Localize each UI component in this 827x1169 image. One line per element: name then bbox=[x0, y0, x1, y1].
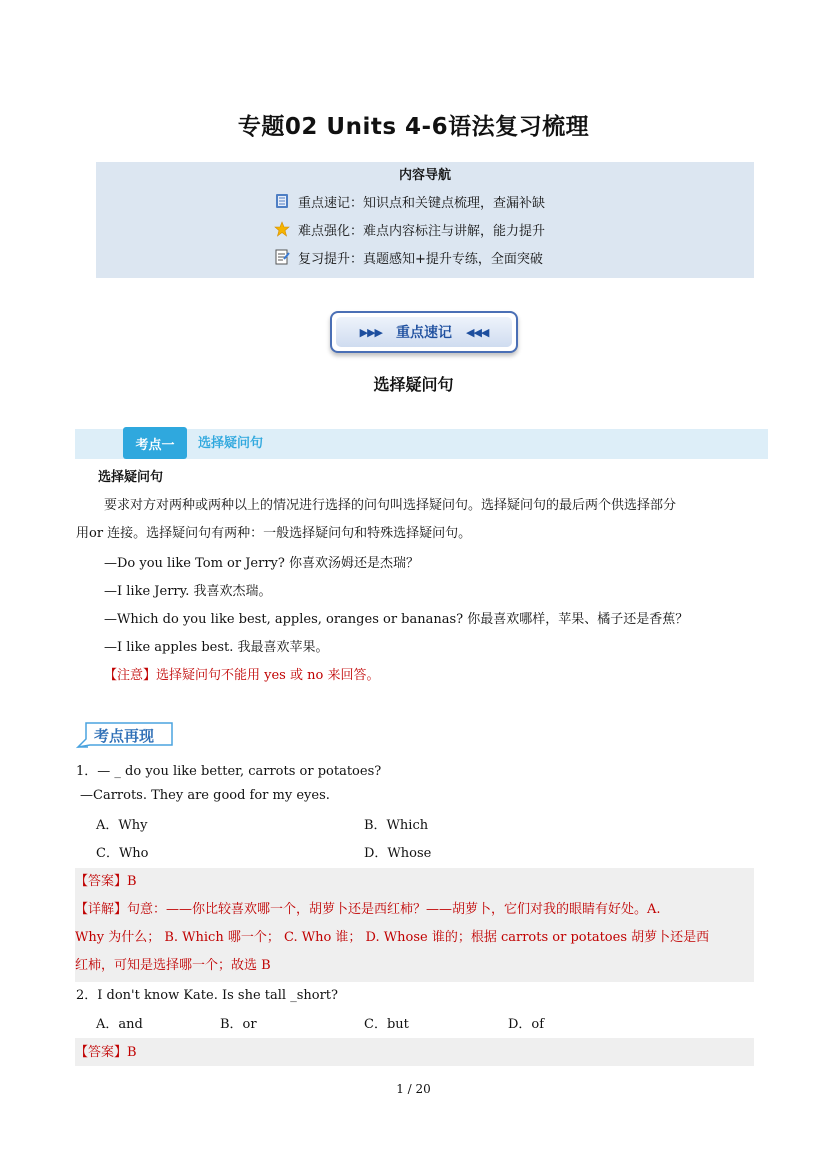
nav-item-difficulties bbox=[274, 218, 545, 240]
example-sentence: —I like apples best. 我最喜欢苹果。 bbox=[104, 640, 329, 655]
example-sentence: —Which do you like best, apples, oranges or bananas? 你最喜欢哪样，苹果、橘子还是香蕉？ bbox=[104, 612, 689, 627]
question-2-stem: 2．I don't know Kate. Is she tall _short? bbox=[76, 988, 338, 1003]
nav-item-text: 难点强化：难点内容标注与讲解，能力提升 bbox=[298, 223, 546, 239]
question-1-option-b: B．Which bbox=[364, 818, 429, 833]
question-1-detail-line: 红柿，可知是选择哪一个；故选 B bbox=[75, 958, 271, 973]
body-paragraph-line-1: 要求对方对两种或两种以上的情况进行选择的问句叫选择疑问句。选择疑问句的最后两个供选择部分 bbox=[104, 498, 677, 513]
question-1-stem: 1．— _ do you like better, carrots or potatoes? bbox=[76, 764, 382, 779]
body-heading: 选择疑问句 bbox=[98, 470, 164, 485]
nav-heading: 内容导航 bbox=[398, 168, 451, 183]
document-icon bbox=[274, 249, 290, 265]
question-1-option-c: C．Who bbox=[96, 846, 149, 861]
question-1-option-a: A．Why bbox=[96, 818, 148, 833]
question-2-option-a: A．and bbox=[96, 1017, 143, 1032]
question-1-detail-line: Why 为什么； B. Which 哪一个； C. Who 谁； D. Whose 谁的；根据 carrots or potatoes 胡萝卜还是西 bbox=[75, 930, 710, 945]
notebook-icon bbox=[274, 193, 290, 209]
kaodian-label: 选择疑问句 bbox=[198, 436, 264, 451]
note-text: 【注意】选择疑问句不能用 yes 或 no 来回答。 bbox=[104, 668, 380, 683]
nav-item-text: 重点速记：知识点和关键点梳理，查漏补缺 bbox=[298, 195, 546, 211]
page-number: 1 / 20 bbox=[396, 1082, 431, 1096]
star-icon bbox=[274, 221, 290, 237]
example-sentence: —I like Jerry. 我喜欢杰瑞。 bbox=[104, 584, 272, 599]
content-navigation-box bbox=[96, 162, 754, 278]
example-sentence: —Do you like Tom or Jerry? 你喜欢汤姆还是杰瑞？ bbox=[104, 556, 419, 571]
nav-item-key-points bbox=[274, 190, 545, 212]
document-title: 专题02 Units 4-6语法复习梳理 bbox=[237, 114, 590, 140]
section-title: 选择疑问句 bbox=[373, 375, 454, 394]
reappear-text: 考点再现 bbox=[94, 727, 155, 745]
question-2-answer: 【答案】B bbox=[75, 1045, 137, 1060]
badge-label: 重点速记 bbox=[396, 325, 452, 341]
question-1-reply: —Carrots. They are good for my eyes. bbox=[80, 788, 330, 803]
kaodian-tag: 考点一 bbox=[123, 427, 187, 459]
question-1-answer-box bbox=[75, 868, 754, 982]
nav-item-text: 复习提升：真题感知+提升专练，全面突破 bbox=[298, 251, 543, 267]
question-1-option-d: D．Whose bbox=[364, 846, 432, 861]
question-1-answer: 【答案】B bbox=[75, 874, 137, 889]
left-arrows-icon: ◀◀◀ bbox=[466, 325, 489, 339]
body-paragraph-line-2: 用or 连接。选择疑问句有两种：一般选择疑问句和特殊选择疑问句。 bbox=[76, 526, 472, 541]
question-2-option-b: B．or bbox=[220, 1017, 257, 1032]
key-points-badge bbox=[330, 311, 518, 353]
question-2-answer-box bbox=[75, 1038, 754, 1066]
question-2-option-c: C．but bbox=[364, 1017, 409, 1032]
question-2-option-d: D．of bbox=[508, 1017, 545, 1032]
right-arrows-icon: ▶▶▶ bbox=[359, 325, 382, 339]
nav-item-review bbox=[274, 246, 543, 268]
question-1-detail-line: 【详解】句意：——你比较喜欢哪一个，胡萝卜还是西红柿？——胡萝卜，它们对我的眼睛有好处。A. bbox=[75, 902, 661, 917]
reappear-label bbox=[76, 721, 176, 749]
